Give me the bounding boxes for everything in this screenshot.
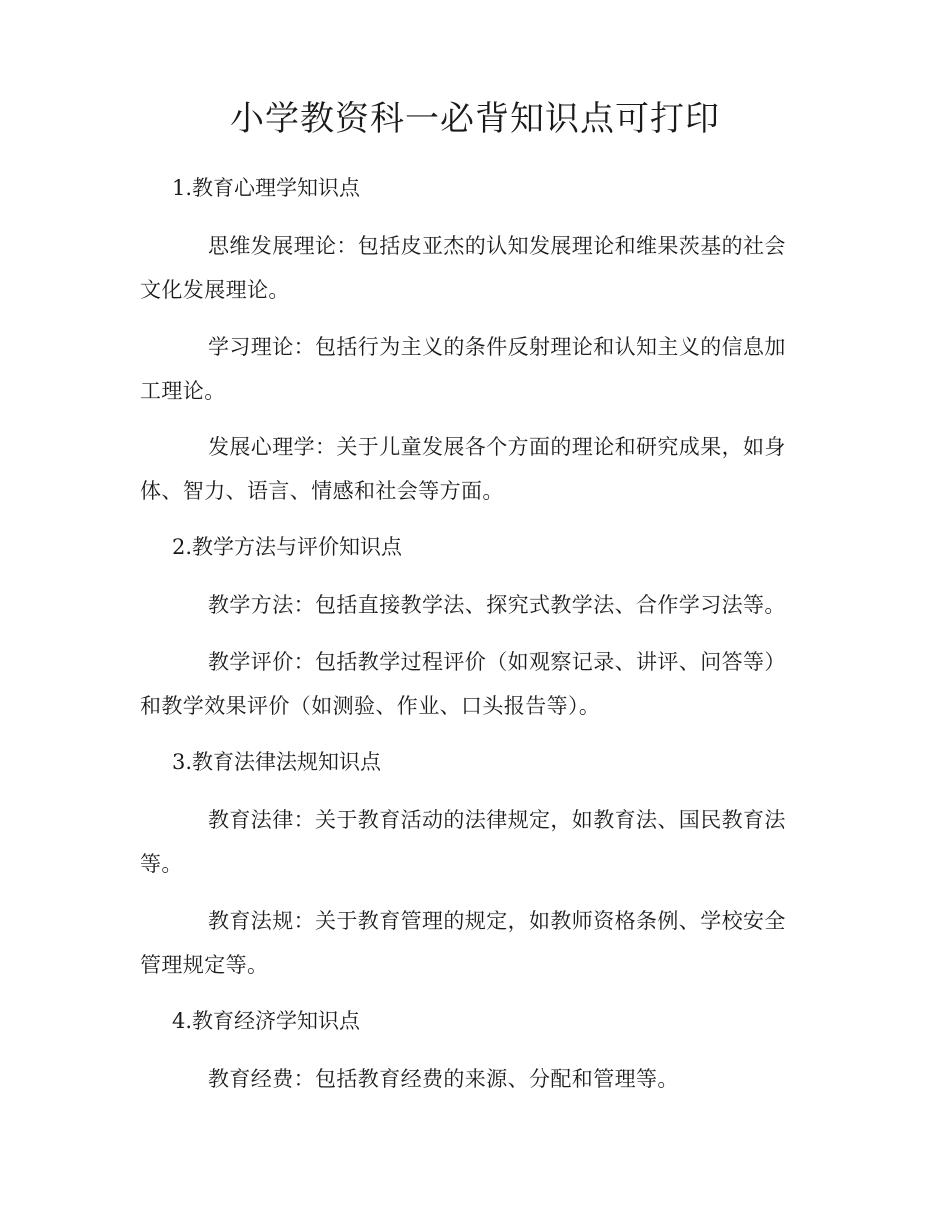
section-heading: 4.教育经济学知识点 — [172, 1009, 361, 1033]
paragraph: 教育经费：包括教育经费的来源、分配和管理等。 — [208, 1067, 679, 1091]
paragraph: 教学方法：包括直接教学法、探究式教学法、合作学习法等。 — [208, 593, 786, 617]
section-heading: 1.教育心理学知识点 — [172, 176, 361, 200]
section-heading: 3.教育法律法规知识点 — [172, 750, 382, 774]
paragraph: 学习理论：包括行为主义的条件反射理论和认知主义的信息加工理论。 — [140, 335, 786, 403]
section-heading: 2.教学方法与评价知识点 — [172, 535, 403, 559]
paragraph: 教学评价：包括教学过程评价（如观察记录、讲评、问答等）和教学效果评价（如测验、作业、口头报告等）。 — [140, 650, 786, 718]
paragraph: 发展心理学：关于儿童发展各个方面的理论和研究成果，如身体、智力、语言、情感和社会等方面。 — [140, 435, 786, 503]
document-title: 小学教资科一必背知识点可打印 — [230, 99, 720, 139]
paragraph: 思维发展理论：包括皮亚杰的认知发展理论和维果茨基的社会文化发展理论。 — [140, 234, 786, 302]
paragraph: 教育法律：关于教育活动的法律规定，如教育法、国民教育法等。 — [140, 808, 786, 876]
paragraph: 教育法规：关于教育管理的规定，如教师资格条例、学校安全管理规定等。 — [140, 909, 786, 977]
